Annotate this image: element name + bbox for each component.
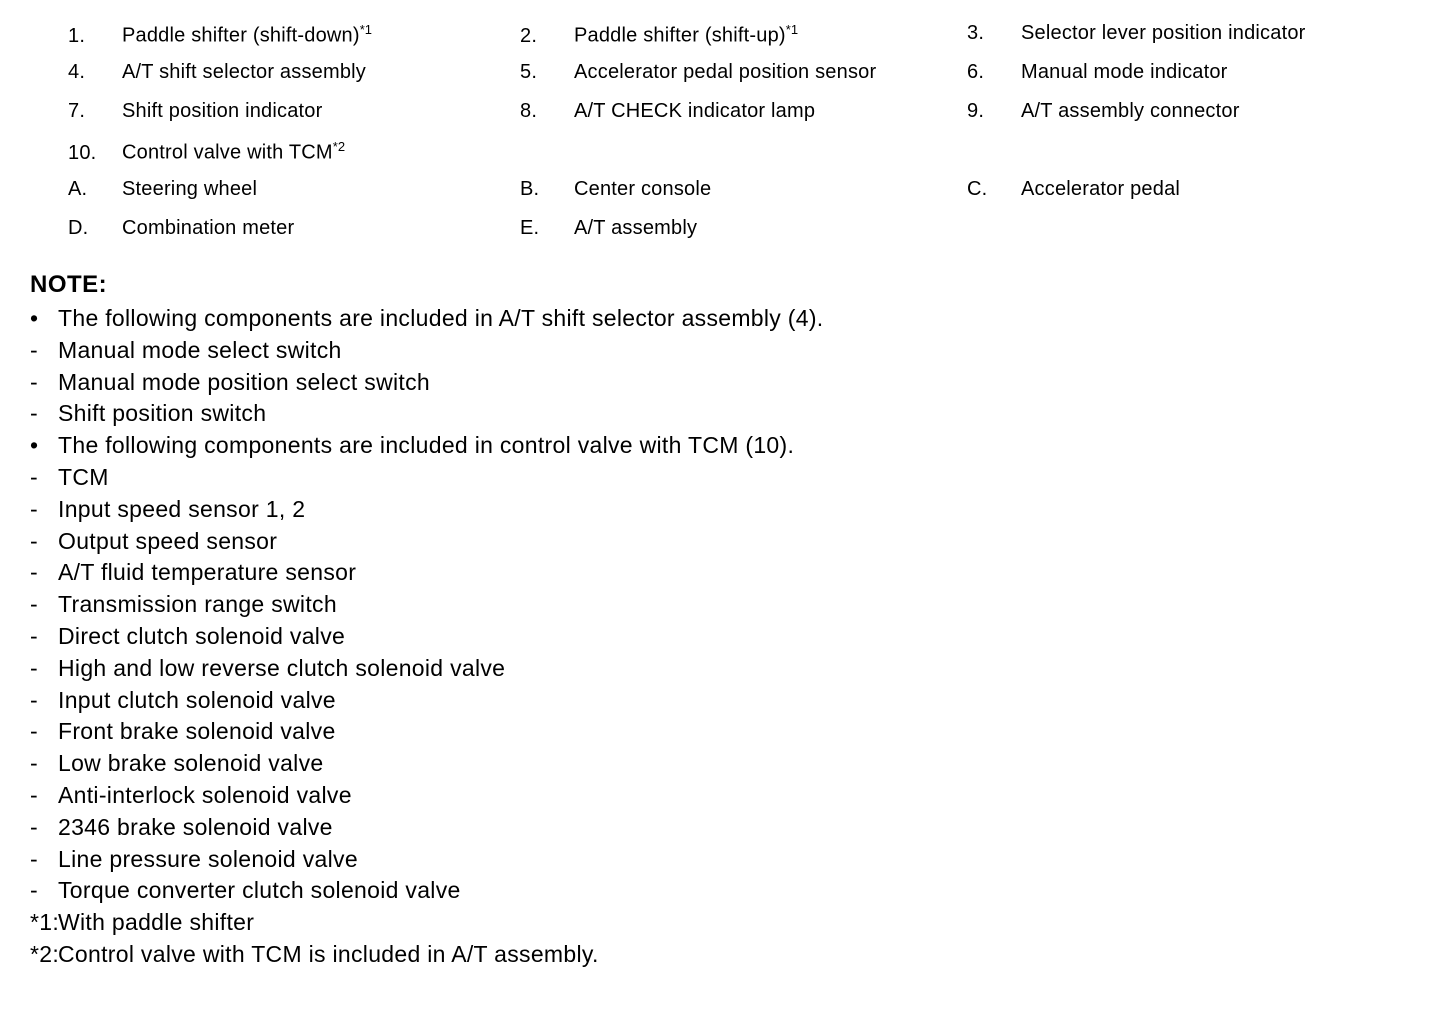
legend-item-7 [68,100,520,139]
note-bullet-line [30,303,1456,335]
dash-marker: - [30,336,38,363]
legend-item-8 [520,100,967,139]
dash-marker: - [30,400,38,427]
legend-item-label: Accelerator pedal position sensor [574,61,877,83]
legend-item-label: Center console [574,178,712,200]
legend-item-number: 8. [520,100,538,122]
dash-marker: - [30,463,38,490]
note-text: Manual mode position select switch [58,368,430,395]
legend-item-number: 10. [68,141,97,164]
legend-empty-cell [967,217,1456,256]
legend-item-label: Shift position indicator [122,100,323,122]
legend-item-label: A/T assembly [574,217,698,239]
legend-item-number: 7. [68,100,86,122]
legend-item-9 [967,100,1456,139]
note-dash-line [30,812,1456,844]
legend-empty-cell [967,139,1456,178]
dash-marker: - [30,750,38,777]
legend-item-number: 2. [520,24,538,47]
legend-item-label: Steering wheel [122,178,258,200]
legend-item-number: C. [967,178,988,200]
dash-marker: - [30,877,38,904]
dash-marker: - [30,622,38,649]
legend-item-5 [520,61,967,100]
bullet-marker: • [30,305,39,331]
note-dash-line [30,844,1456,876]
legend-item-number: 6. [967,61,985,83]
dash-marker: - [30,718,38,745]
note-text: Line pressure solenoid valve [58,845,358,872]
dash-marker: - [30,527,38,554]
dash-marker: - [30,686,38,713]
note-text: Transmission range switch [58,591,337,618]
note-dash-line [30,335,1456,367]
note-bullet-line [30,430,1456,462]
legend-item-label: Accelerator pedal [1021,178,1181,200]
note-text: Front brake solenoid valve [58,718,336,745]
note-text: Torque converter clutch solenoid valve [58,877,461,904]
note-text: 2346 brake solenoid valve [58,813,333,840]
note-dash-line [30,748,1456,780]
dash-marker: - [30,559,38,586]
legend-item-number: 9. [967,100,985,122]
legend-item-label: A/T assembly connector [1021,100,1240,122]
legend-item-4 [68,61,520,100]
note-dash-line [30,716,1456,748]
legend-item-label: Paddle shifter (shift-down)$^{*1}$ [122,22,373,47]
legend-empty-cell [520,139,967,178]
legend-item-number: B. [520,178,540,200]
note-dash-line [30,398,1456,430]
legend-item-label: Control valve with TCM$^{*2}$ [122,139,346,164]
footnote-marker: *2: [30,940,60,967]
note-text: A/T fluid temperature sensor [58,559,357,586]
note-dash-line [30,462,1456,494]
note-text: The following components are included in A/T shift selector assembly (4). [58,305,824,331]
note-dash-line [30,589,1456,621]
note-text: High and low reverse clutch solenoid valve [58,654,506,681]
legend-item-number: 3. [967,22,985,44]
note-dash-line [30,653,1456,685]
note-dash-line [30,685,1456,717]
note-text: Output speed sensor [58,527,278,554]
legend-item-b [520,178,967,217]
component-legend [0,0,1456,256]
dash-marker: - [30,591,38,618]
note-section [30,270,1456,971]
legend-item-label: Selector lever position indicator [1021,22,1306,44]
note-dash-line [30,780,1456,812]
dash-marker: - [30,813,38,840]
note-text: Control valve with TCM is included in A/T assembly. [58,940,599,967]
bullet-marker: • [30,432,39,459]
legend-item-c [967,178,1456,217]
legend-item-number: 4. [68,61,86,83]
note-text: Manual mode select switch [58,336,342,363]
legend-item-2 [520,22,967,61]
legend-item-d [68,217,520,256]
note-dash-line [30,526,1456,558]
note-dash-line [30,367,1456,399]
footnote-2-line [30,939,1456,971]
legend-item-e [520,217,967,256]
legend-item-10 [68,139,520,178]
legend-item-label: Paddle shifter (shift-up)$^{*1}$ [574,22,799,47]
note-dash-line [30,557,1456,589]
note-text: With paddle shifter [58,909,255,936]
legend-item-label: A/T CHECK indicator lamp [574,100,816,122]
note-text: Shift position switch [58,400,267,427]
legend-item-number: E. [520,217,540,239]
dash-marker: - [30,781,38,808]
footnote-ref: *2 [332,139,346,154]
note-dash-line [30,494,1456,526]
legend-item-number: 1. [68,24,86,47]
dash-marker: - [30,654,38,681]
note-dash-line [30,875,1456,907]
legend-item-number: D. [68,217,89,239]
note-heading: NOTE: [30,271,108,298]
legend-item-1 [68,22,520,61]
note-text: Input speed sensor 1, 2 [58,495,306,522]
footnote-ref: *1 [785,22,799,37]
legend-item-label: A/T shift selector assembly [122,61,367,83]
note-text: TCM [58,463,109,490]
legend-item-number: A. [68,178,88,200]
note-text: Anti-interlock solenoid valve [58,781,352,808]
legend-item-label: Combination meter [122,217,295,239]
footnote-marker: *1: [30,909,60,936]
note-text: Low brake solenoid valve [58,750,324,777]
note-text: The following components are included in control valve with TCM (10). [58,432,795,459]
dash-marker: - [30,368,38,395]
legend-item-label: Manual mode indicator [1021,61,1228,83]
legend-item-number: 5. [520,61,538,83]
legend-item-3 [967,22,1456,61]
legend-item-a [68,178,520,217]
dash-marker: - [30,845,38,872]
note-text: Direct clutch solenoid valve [58,622,346,649]
legend-item-6 [967,61,1456,100]
footnote-ref: *1 [359,22,373,37]
footnote-1-line [30,907,1456,939]
note-dash-line [30,621,1456,653]
dash-marker: - [30,495,38,522]
note-text: Input clutch solenoid valve [58,686,336,713]
